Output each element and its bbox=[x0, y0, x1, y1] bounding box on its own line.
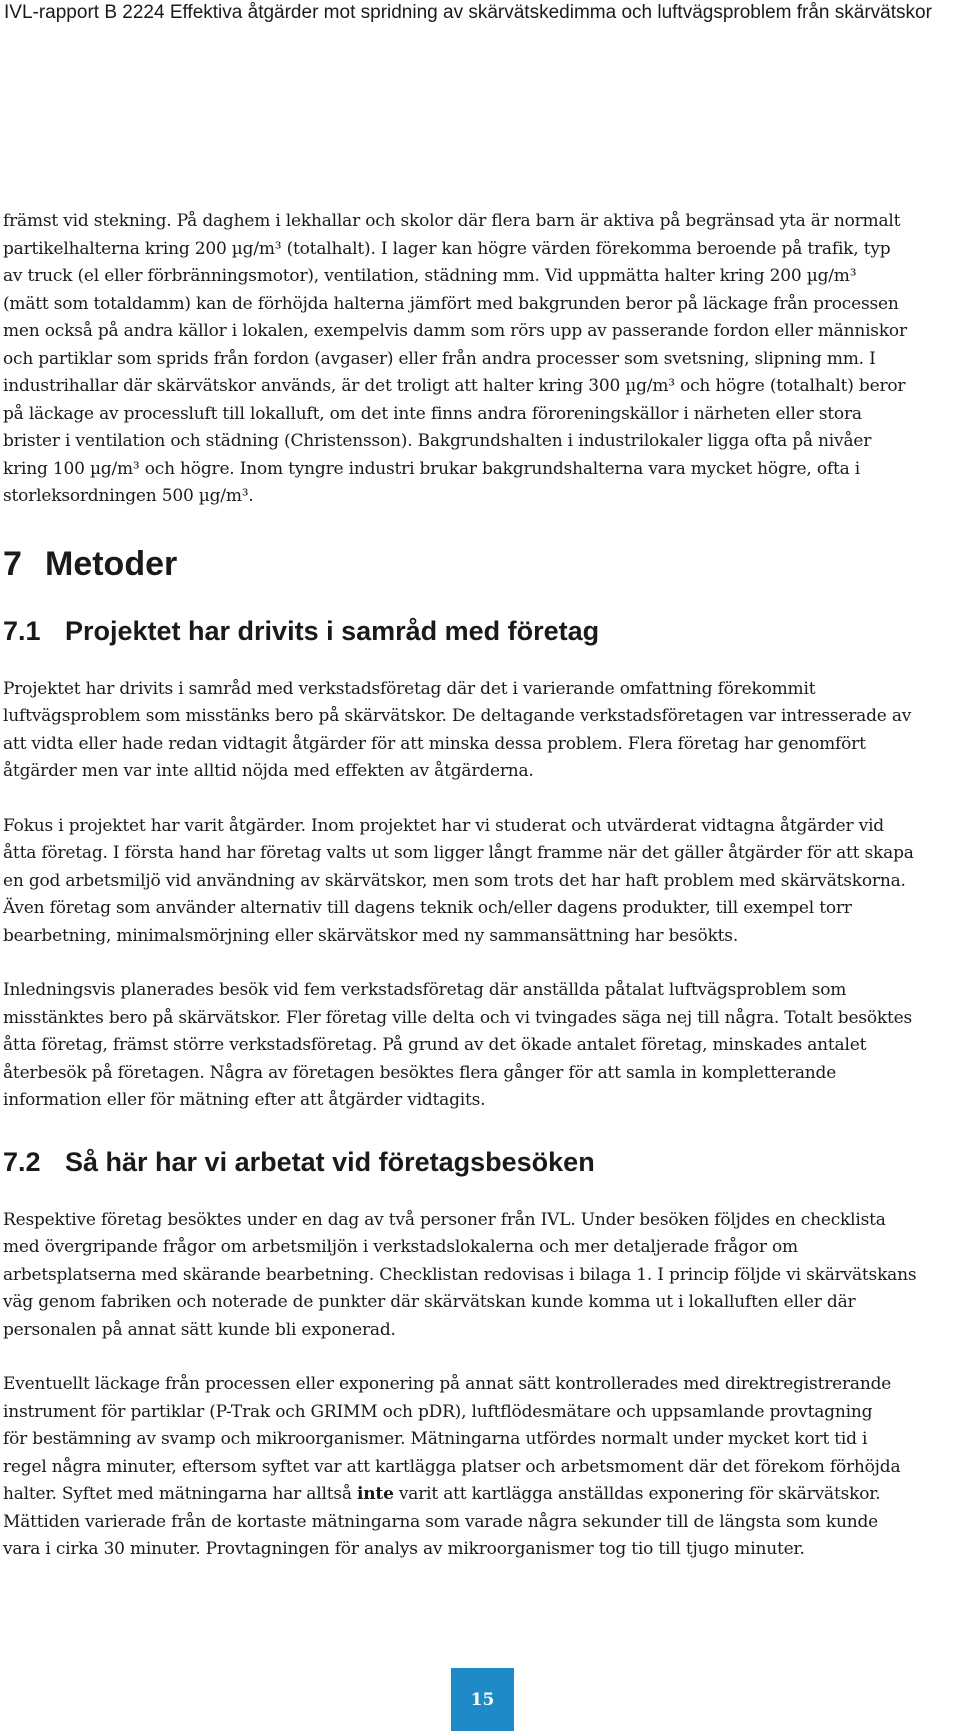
text-line: på läckage av processluft till lokalluft, om det inte finns andra föroreningskällor i närheten eller stora bbox=[3, 403, 862, 424]
text-line: (mätt som totaldamm) kan de förhöjda halterna jämfört med bakgrunden beror på läckage från processen bbox=[3, 293, 899, 314]
text-line: en god arbetsmiljö vid användning av skärvätskor, men som trots det har haft problem med skärvätskorna. bbox=[3, 870, 906, 891]
text-line: och partiklar som sprids från fordon (avgaser) eller från andra processer som svetsning, slipning mm. I bbox=[3, 348, 876, 369]
intro-paragraph bbox=[3, 208, 953, 511]
text-line: arbetsplatserna med skärande bearbetning. Checklistan redovisas i bilaga 1. I princip följde vi skärvätskans bbox=[3, 1264, 917, 1285]
text-line: för bestämning av svamp och mikroorganismer. Mätningarna utfördes normalt under mycket kort tid i bbox=[3, 1429, 868, 1449]
text-line: främst vid stekning. På daghem i lekhallar och skolor där flera barn är aktiva på begränsad yta är normalt bbox=[3, 211, 901, 231]
paragraph-7-1-a bbox=[3, 676, 953, 786]
section-title: Metoder bbox=[45, 544, 178, 583]
text-line: information eller för mätning efter att åtgärder vidtagits. bbox=[3, 1090, 486, 1110]
text-line: Mättiden varierade från de kortaste mätningarna som varade några sekunder till de längsta som kunde bbox=[3, 1511, 878, 1532]
text-line: Inledningsvis planerades besök vid fem verkstadsföretag där anställda påtalat luftvägsproblem som bbox=[3, 980, 847, 1000]
text-line-with-emphasis bbox=[3, 1481, 953, 1509]
paragraph-7-2-a bbox=[3, 1207, 953, 1345]
page-number-badge: 15 bbox=[451, 1668, 514, 1731]
text-line: Respektive företag besöktes under en dag av två personer från IVL. Under besöken följdes en checklista bbox=[3, 1209, 886, 1230]
text-line: partikelhalterna kring 200 µg/m³ (totalhalt). I lager kan högre värden förekomma beroende på trafik, typ bbox=[3, 238, 891, 259]
text-line: vara i cirka 30 minuter. Provtagningen för analys av mikroorganismer tog tio till tjugo minuter. bbox=[3, 1539, 805, 1559]
section-heading-7-2 bbox=[3, 1145, 953, 1179]
text-run: halter. Syftet med mätningarna har alltså bbox=[3, 1484, 357, 1504]
page-body bbox=[3, 208, 953, 1564]
paragraph-7-1-c bbox=[3, 977, 953, 1115]
section-number: 7.1 bbox=[3, 615, 41, 646]
text-line: återbesök på företagen. Några av företagen besöktes flera gånger för att samla in kompletterande bbox=[3, 1062, 837, 1083]
text-line: bearbetning, minimalsmörjning eller skärvätskor med ny sammansättning har besökts. bbox=[3, 925, 739, 946]
text-line: Även företag som använder alternativ till dagens teknik och/eller dagens produkter, till exempel torr bbox=[3, 898, 852, 918]
text-line: Eventuellt läckage från processen eller exponering på annat sätt kontrollerades med direktregistrerande bbox=[3, 1374, 892, 1394]
text-line: av truck (el eller förbränningsmotor), ventilation, städning mm. Vid uppmätta halter kring 200 µg/m³ bbox=[3, 266, 857, 286]
text-line: instrument för partiklar (P-Trak och GRIMM och pDR), luftflödesmätare och uppsamlande provtagning bbox=[3, 1401, 873, 1422]
text-run: varit att kartlägga anställdas exponering för skärvätskor. bbox=[393, 1484, 881, 1504]
text-line: åtta företag. I första hand har företag valts ut som ligger långt framme när det gäller åtgärder för att skapa bbox=[3, 843, 914, 863]
text-line: industrihallar där skärvätskor används, är det troligt att halter kring 300 µg/m³ och högre (totalhalt) beror bbox=[3, 376, 906, 396]
section-title: Projektet har drivits i samråd med företag bbox=[65, 615, 600, 646]
text-line: med övergripande frågor om arbetsmiljön i verkstadslokalerna och mer detaljerade frågor om bbox=[3, 1237, 798, 1257]
section-heading-7-1 bbox=[3, 614, 953, 648]
section-number: 7.2 bbox=[3, 1146, 41, 1177]
section-number: 7 bbox=[3, 544, 22, 583]
running-header: IVL-rapport B 2224 Effektiva åtgärder mot spridning av skärvätskedimma och luftvägsproblem från skärvätskor bbox=[4, 2, 932, 23]
text-line: åtta företag, främst större verkstadsföretag. På grund av det ökade antalet företag, minskades antalet bbox=[3, 1035, 867, 1055]
text-line: väg genom fabriken och noterade de punkter där skärvätskan kunde komma ut i lokalluften eller där bbox=[3, 1292, 856, 1312]
paragraph-7-2-b bbox=[3, 1371, 953, 1564]
text-line: Fokus i projektet har varit åtgärder. Inom projektet har vi studerat och utvärderat vidtagna åtgärder vid bbox=[3, 815, 884, 836]
text-line: regel några minuter, eftersom syftet var att kartlägga platser och arbetsmoment där det förekom förhöjda bbox=[3, 1456, 901, 1477]
section-title: Så här har vi arbetat vid företagsbesöken bbox=[65, 1146, 595, 1177]
text-line: åtgärder men var inte alltid nöjda med effekten av åtgärderna. bbox=[3, 761, 534, 781]
text-line: att vidta eller hade redan vidtagit åtgärder för att minska dessa problem. Flera företag har genomfört bbox=[3, 733, 866, 754]
text-line: men också på andra källor i lokalen, exempelvis damm som rörs upp av passerande fordon eller människor bbox=[3, 321, 907, 341]
text-line: misstänktes bero på skärvätskor. Fler företag ville delta och vi tvingades säga nej till några. Totalt besöktes bbox=[3, 1007, 912, 1028]
text-line: storleksordningen 500 µg/m³. bbox=[3, 486, 254, 506]
text-line: kring 100 µg/m³ och högre. Inom tyngre industri brukar bakgrundshalterna vara mycket högre, ofta i bbox=[3, 458, 860, 479]
emphasis-inte: inte bbox=[357, 1484, 394, 1504]
text-line: personalen på annat sätt kunde bli exponerad. bbox=[3, 1319, 396, 1340]
text-line: brister i ventilation och städning (Christensson). Bakgrundshalten i industrilokaler ligga ofta på nivåer bbox=[3, 431, 872, 451]
section-heading-7 bbox=[3, 544, 953, 584]
text-line: luftvägsproblem som misstänks bero på skärvätskor. De deltagande verkstadsföretagen var intresserade av bbox=[3, 706, 912, 726]
paragraph-7-1-b bbox=[3, 813, 953, 951]
text-line: Projektet har drivits i samråd med verkstadsföretag där det i varierande omfattning förekommit bbox=[3, 678, 816, 699]
